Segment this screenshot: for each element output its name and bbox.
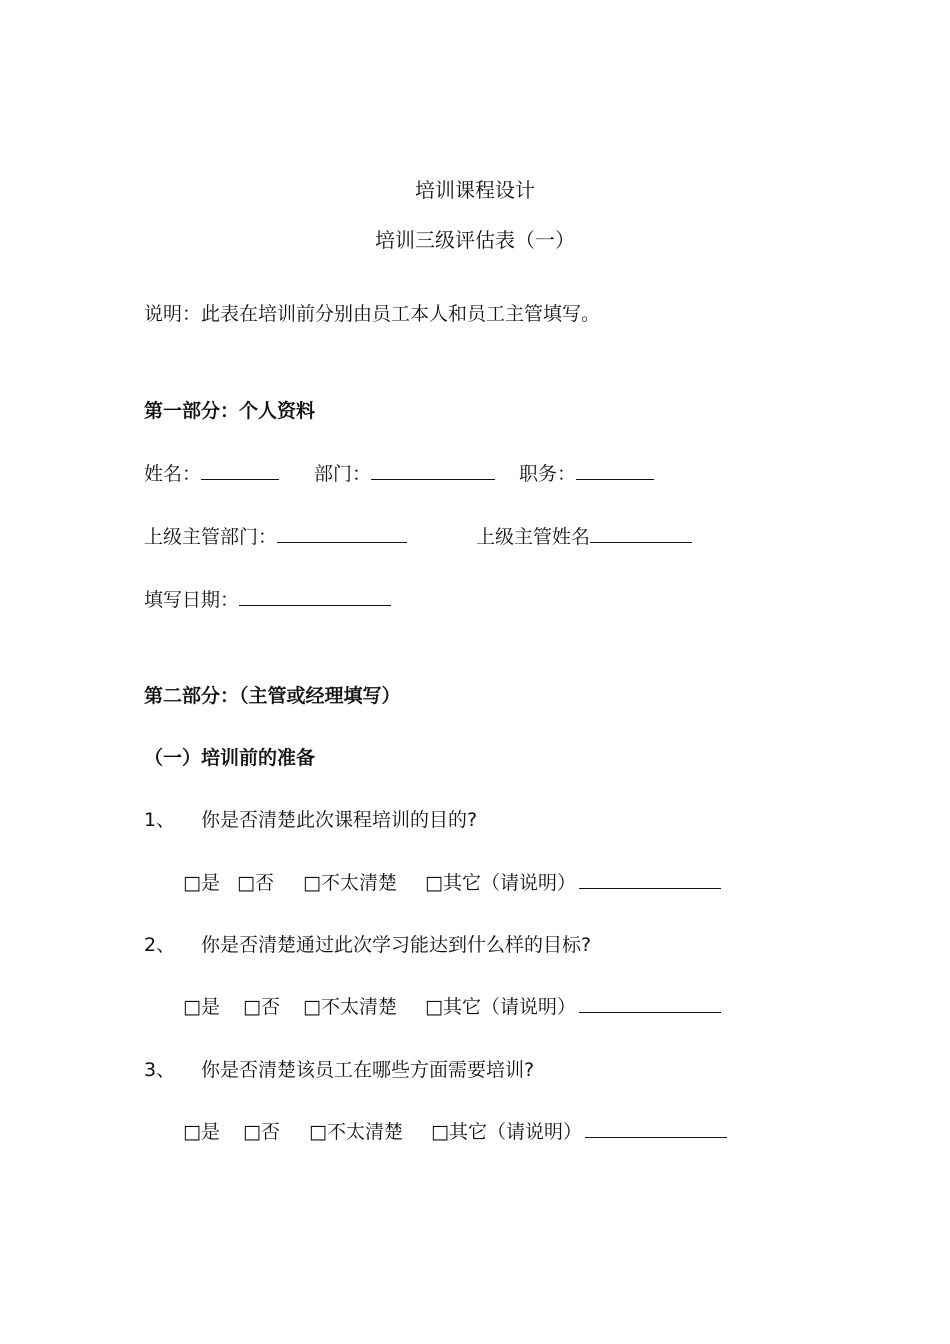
option-other[interactable] [425,868,721,895]
question-number: 2、 [144,934,176,956]
option-other[interactable] [431,1117,727,1144]
dept-blank[interactable] [371,461,495,480]
supervisor-name-row [476,522,692,549]
dept-label: 部门： [314,463,372,485]
position-label: 职务： [519,463,577,485]
option-no[interactable]: □否 [243,1121,280,1143]
date-label: 填写日期： [144,589,240,611]
section1-heading: （一）培训前的准备 [144,747,316,769]
instruction-note: 说明：此表在培训前分别由员工本人和员工主管填写。 [144,303,601,325]
date-row [144,585,391,612]
option-yes[interactable]: □是 [183,872,220,894]
position-field-row [519,459,654,486]
name-blank[interactable] [201,461,279,480]
supervisor-dept-blank[interactable] [277,524,407,543]
document-subtitle: 培训三级评估表（一） [375,228,575,252]
option-unclear[interactable]: □不太清楚 [303,996,397,1018]
supervisor-dept-label: 上级主管部门： [144,526,278,548]
other-blank[interactable] [579,994,721,1013]
option-other-label: □其它（请说明） [425,872,576,894]
supervisor-dept-row [144,522,407,549]
question-number: 1、 [144,809,176,831]
other-blank[interactable] [579,870,721,889]
question-text: 你是否清楚该员工在哪些方面需要培训? [201,1059,535,1081]
other-blank[interactable] [585,1119,727,1138]
supervisor-name-label: 上级主管姓名 [476,526,591,548]
dept-field-row [314,459,495,486]
supervisor-name-blank[interactable] [590,524,692,543]
option-other[interactable] [425,992,721,1019]
part2-heading: 第二部分：（主管或经理填写） [144,685,401,707]
option-other-label: □其它（请说明） [425,996,576,1018]
name-field-row [144,459,279,486]
date-blank[interactable] [239,587,391,606]
name-label: 姓名： [144,463,202,485]
option-no[interactable]: □否 [237,872,274,894]
option-unclear[interactable]: □不太清楚 [303,872,397,894]
question-text: 你是否清楚通过此次学习能达到什么样的目标? [201,934,592,956]
option-yes[interactable]: □是 [183,1121,220,1143]
question-text: 你是否清楚此次课程培训的目的? [201,809,478,831]
part1-heading: 第一部分：个人资料 [144,400,316,422]
option-unclear[interactable]: □不太清楚 [309,1121,403,1143]
position-blank[interactable] [576,461,654,480]
question-number: 3、 [144,1059,176,1081]
option-yes[interactable]: □是 [183,996,220,1018]
option-other-label: □其它（请说明） [431,1121,582,1143]
option-no[interactable]: □否 [243,996,280,1018]
document-title: 培训课程设计 [415,178,535,202]
